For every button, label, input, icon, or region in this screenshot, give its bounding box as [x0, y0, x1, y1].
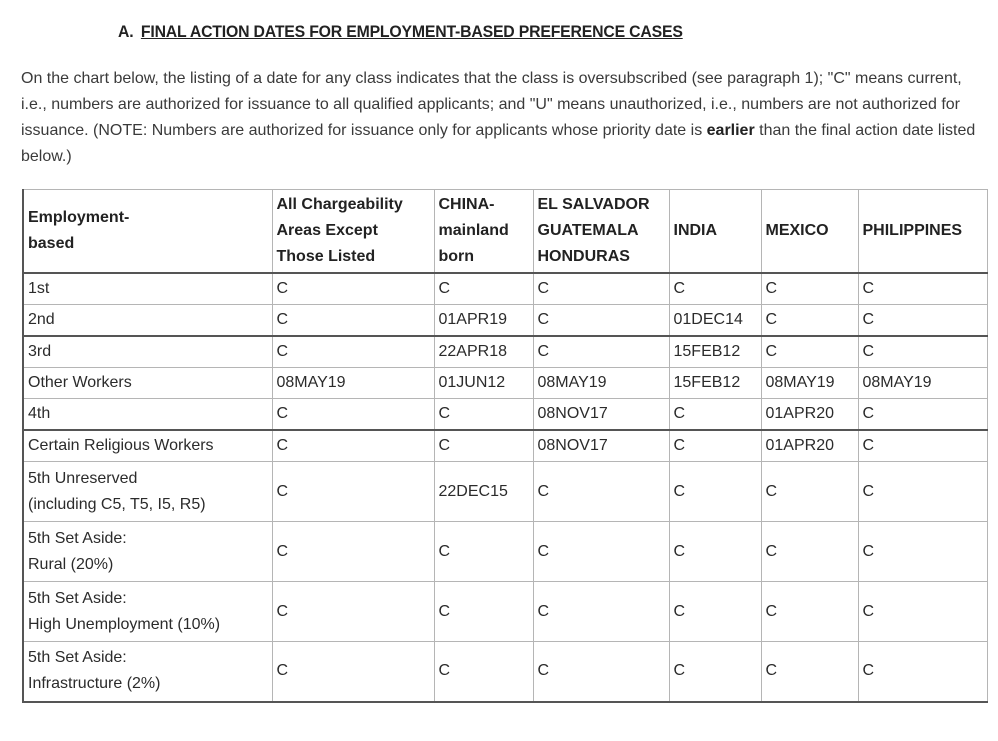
cell-text-line: INDIA — [673, 222, 718, 239]
row-label-cell — [23, 462, 272, 522]
final-action-dates-table — [22, 189, 988, 703]
cell-text-line: 5th Set Aside: — [28, 649, 127, 667]
cell-text-line: 3rd — [28, 343, 52, 360]
cell-text-line: 5th Set Aside: — [28, 529, 127, 547]
date-cell: 22APR18 — [434, 336, 533, 368]
date-cell: 01JUN12 — [434, 368, 533, 399]
date-cell: C — [272, 336, 434, 368]
date-cell: C — [858, 336, 987, 368]
date-cell: 08MAY19 — [761, 368, 858, 399]
section-number: A. — [118, 22, 134, 41]
header-row — [23, 190, 987, 274]
date-cell: C — [761, 336, 858, 368]
date-cell: C — [858, 399, 987, 431]
date-cell: C — [272, 399, 434, 431]
table-row — [23, 305, 987, 337]
cell-text-line: born — [438, 248, 475, 265]
date-cell: C — [669, 430, 761, 462]
date-cell: C — [533, 336, 669, 368]
date-cell: C — [434, 273, 533, 305]
cell-text-line: MEXICO — [765, 222, 829, 239]
column-header-category — [23, 190, 272, 274]
date-cell: C — [761, 642, 858, 702]
table-body — [23, 273, 987, 702]
date-cell: C — [434, 522, 533, 582]
table-row — [23, 399, 987, 431]
cell-text-line: All Chargeability — [276, 196, 403, 213]
row-label-cell — [23, 642, 272, 702]
date-cell: 15FEB12 — [669, 336, 761, 368]
cell-text-line: Those Listed — [276, 248, 376, 265]
table-row — [23, 273, 987, 305]
table-row — [23, 462, 987, 522]
cell-text-line: (including C5, T5, I5, R5) — [28, 495, 206, 513]
date-cell: C — [434, 430, 533, 462]
cell-text-line: 4th — [28, 405, 51, 422]
cell-text-line: based — [28, 235, 75, 252]
row-label-cell — [23, 336, 272, 368]
date-cell: C — [533, 522, 669, 582]
cell-text-line: PHILIPPINES — [862, 222, 963, 239]
row-label-cell — [23, 522, 272, 582]
date-cell: 01APR19 — [434, 305, 533, 337]
date-cell: C — [761, 273, 858, 305]
cell-text-line: HONDURAS — [537, 248, 630, 265]
date-cell: C — [761, 582, 858, 642]
intro-bold-word: earlier — [706, 122, 755, 139]
row-label-cell — [23, 582, 272, 642]
date-cell: 08MAY19 — [272, 368, 434, 399]
cell-text-line: 2nd — [28, 311, 55, 328]
intro-text-end: than the final action date listed below.) — [21, 122, 976, 165]
cell-text-line: CHINA- — [438, 196, 495, 213]
date-cell: 01DEC14 — [669, 305, 761, 337]
date-cell: C — [858, 582, 987, 642]
cell-text-line: 5th Set Aside: — [28, 589, 127, 607]
date-cell: C — [761, 305, 858, 337]
row-label-cell — [23, 399, 272, 431]
table-row — [23, 336, 987, 368]
date-cell: C — [669, 462, 761, 522]
row-label-cell — [23, 305, 272, 337]
date-cell: 15FEB12 — [669, 368, 761, 399]
intro-paragraph — [21, 66, 979, 170]
cell-text-line: EL SALVADOR — [537, 196, 650, 213]
column-header — [272, 190, 434, 274]
date-cell: 01APR20 — [761, 399, 858, 431]
date-cell: C — [858, 462, 987, 522]
date-cell: C — [533, 462, 669, 522]
cell-text-line: Certain Religious Workers — [28, 437, 214, 454]
date-cell: C — [272, 582, 434, 642]
column-header — [434, 190, 533, 274]
intro-text: On the chart below, the listing of a date for any class indicates that the class is oversubscribed (see paragraph 1); "C" means current, i.e., numbers are authorized for issuance to all qualified applicants; and "U" means unauthorized, i.e., numbers are not authorized for issuance. (NOTE: Numbers are authorized for issuance only for applicants whose priority date is — [21, 70, 962, 139]
date-cell: C — [858, 305, 987, 337]
date-cell: C — [533, 273, 669, 305]
date-cell: C — [272, 522, 434, 582]
date-cell: 01APR20 — [761, 430, 858, 462]
column-header — [669, 190, 761, 274]
date-cell: 08MAY19 — [533, 368, 669, 399]
date-cell: C — [272, 642, 434, 702]
date-cell: C — [858, 273, 987, 305]
date-cell: 08NOV17 — [533, 430, 669, 462]
table-row — [23, 430, 987, 462]
cell-text-line: mainland — [438, 222, 509, 239]
date-cell: C — [669, 522, 761, 582]
date-cell: C — [858, 642, 987, 702]
date-cell: C — [272, 430, 434, 462]
date-cell: 08MAY19 — [858, 368, 987, 399]
date-cell: 22DEC15 — [434, 462, 533, 522]
date-cell: C — [272, 273, 434, 305]
cell-text-line: GUATEMALA — [537, 222, 639, 239]
table-row — [23, 522, 987, 582]
row-label-cell — [23, 273, 272, 305]
column-header — [533, 190, 669, 274]
table-row — [23, 642, 987, 702]
cell-text-line: Areas Except — [276, 222, 378, 239]
date-cell: C — [669, 273, 761, 305]
table-row — [23, 368, 987, 399]
column-header — [761, 190, 858, 274]
cell-text-line: 5th Unreserved — [28, 469, 138, 487]
table-row — [23, 582, 987, 642]
row-label-cell — [23, 430, 272, 462]
date-cell: C — [761, 462, 858, 522]
date-cell: C — [533, 642, 669, 702]
date-cell: C — [669, 399, 761, 431]
date-cell: C — [533, 582, 669, 642]
cell-text-line: 1st — [28, 280, 50, 297]
date-cell: C — [858, 430, 987, 462]
date-cell: C — [272, 462, 434, 522]
section-title: FINAL ACTION DATES FOR EMPLOYMENT-BASED PREFERENCE CASES — [140, 22, 683, 41]
row-label-cell — [23, 368, 272, 399]
date-cell: C — [669, 642, 761, 702]
column-header — [858, 190, 987, 274]
date-cell: C — [272, 305, 434, 337]
cell-text-line: Infrastructure (2%) — [28, 675, 161, 693]
date-cell: C — [434, 582, 533, 642]
cell-text-line: High Unemployment (10%) — [28, 615, 221, 633]
cell-text-line: Other Workers — [28, 374, 132, 391]
date-cell: C — [533, 305, 669, 337]
cell-text-line: Employment- — [28, 209, 130, 226]
date-cell: C — [434, 642, 533, 702]
date-cell: C — [669, 582, 761, 642]
date-cell: 08NOV17 — [533, 399, 669, 431]
cell-text-line: Rural (20%) — [28, 555, 114, 573]
date-cell: C — [858, 522, 987, 582]
section-heading — [118, 22, 683, 42]
date-cell: C — [434, 399, 533, 431]
date-cell: C — [761, 522, 858, 582]
